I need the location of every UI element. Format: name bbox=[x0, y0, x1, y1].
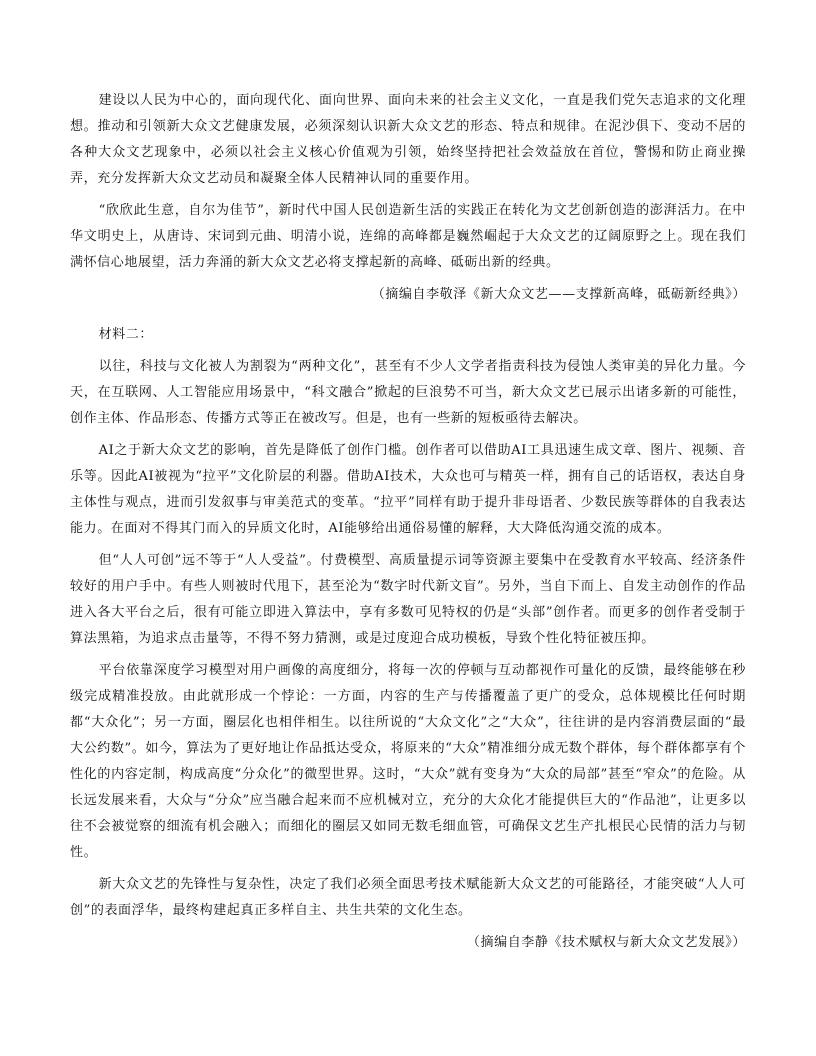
material-two-paragraph: 以往，科技与文化被人为割裂为“两种文化”，甚至有不少人文学者指责科技为侵蚀人类审美的异化力量。今天，在互联网、人工智能应用场景中，“科文融合”掀起的巨浪势不可当，新大众文艺已展示出诸多新的可能性，创作主体、作品形态、传播方式等正在被改写。但是，也有一些新的短板亟待去解决。 bbox=[70, 359, 746, 426]
material-two-label: 材料二： bbox=[98, 327, 153, 342]
material-two-paragraph: 平台依靠深度学习模型对用户画像的高度细分，将每一次的停顿与互动都视作可量化的反馈，最终能够在秒级完成精准投放。由此就形成一个悖论：一方面，内容的生产与传播覆盖了更广的受众，总体规模比任何时期都“大众化”；另一方面，圈层化也相伴相生。以往所说的“大众文化”之“大众”，往往讲的是内容消费层面的“最大公约数”。如今，算法为了更好地让作品抵达受众，将原来的“大众”精准细分成无数个群体，每个群体都享有个性化的内容定制，构成高度“分众化”的微型世界。这时，“大众”就有变身为“大众的局部”甚至“窄众”的危险。从长远发展来看，大众与“分众”应当融合起来而不应机械对立，充分的大众化才能提供巨大的“作品池”，让更多以往不会被觉察的细流有机会融入；而细化的圈层又如同无数毛细血管，可确保文艺生产扎根民心民情的活力与韧性。 bbox=[70, 663, 746, 860]
material-one-paragraph: 建设以人民为中心的，面向现代化、面向世界、面向未来的社会主义文化，一直是我们党矢志追求的文化理想。推动和引领新大众文艺健康发展，必须深刻认识新大众文艺的形态、特点和规律。在泥沙俱下、变动不居的各种大众文艺现象中，必须以社会主义核心价值观为引领，始终坚持把社会效益放在首位，警惕和防止商业操弄，充分发挥新大众文艺动员和凝聚全体人民精神认同的重要作用。 bbox=[70, 93, 746, 186]
material-two-citation: （摘编自李静《技术赋权与新大众文艺发展》） bbox=[466, 935, 746, 950]
material-two-paragraph: AI之于新大众文艺的影响，首先是降低了创作门槛。创作者可以借助AI工具迅速生成文章、图片、视频、音乐等。因此AI被视为“拉平”文化阶层的利器。借助AI技术，大众也可与精英一样，拥有自己的话语权，表达自身主体性与观点，进而引发叙事与审美范式的变革。“拉平”同样有助于提升非母语者、少数民族等群体的自我表达能力。在面对不得其门而入的异质文化时，AI能够给出通俗易懂的解释，大大降低沟通交流的成本。 bbox=[70, 443, 746, 536]
material-two-paragraph: 但“人人可创”远不等于“人人受益”。付费模型、高质量提示词等资源主要集中在受教育水平较高、经济条件较好的用户手中。有些人则被时代甩下，甚至沦为“数字时代新文盲”。另外，当自下而上、自发主动创作的作品进入各大平台之后，很有可能立即进入算法中，享有多数可见特权的仍是“头部”创作者。而更多的创作者受制于算法黑箱，为追求点击量等，不得不努力猜测，或是过度迎合成功模板，导致个性化特征被压抑。 bbox=[70, 553, 746, 646]
material-one-citation: （摘编自李敬泽《新大众文艺——支撑新高峰，砥砺新经典》） bbox=[371, 287, 746, 302]
material-two-paragraph: 新大众文艺的先锋性与复杂性，决定了我们必须全面思考技术赋能新大众文艺的可能路径，才能突破“人人可创”的表面浮华，最终构建起真正多样自主、共生共荣的文化生态。 bbox=[70, 877, 746, 918]
material-one-paragraph: “欣欣此生意，自尔为佳节”，新时代中国人民创造新生活的实践正在转化为文艺创新创造的澎湃活力。在中华文明史上，从唐诗、宋词到元曲、明清小说，连绵的高峰都是巍然崛起于大众文艺的辽阔原野之上。现在我们满怀信心地展望，活力奔涌的新大众文艺必将支撑起新的高峰、砥砺出新的经典。 bbox=[70, 203, 746, 270]
